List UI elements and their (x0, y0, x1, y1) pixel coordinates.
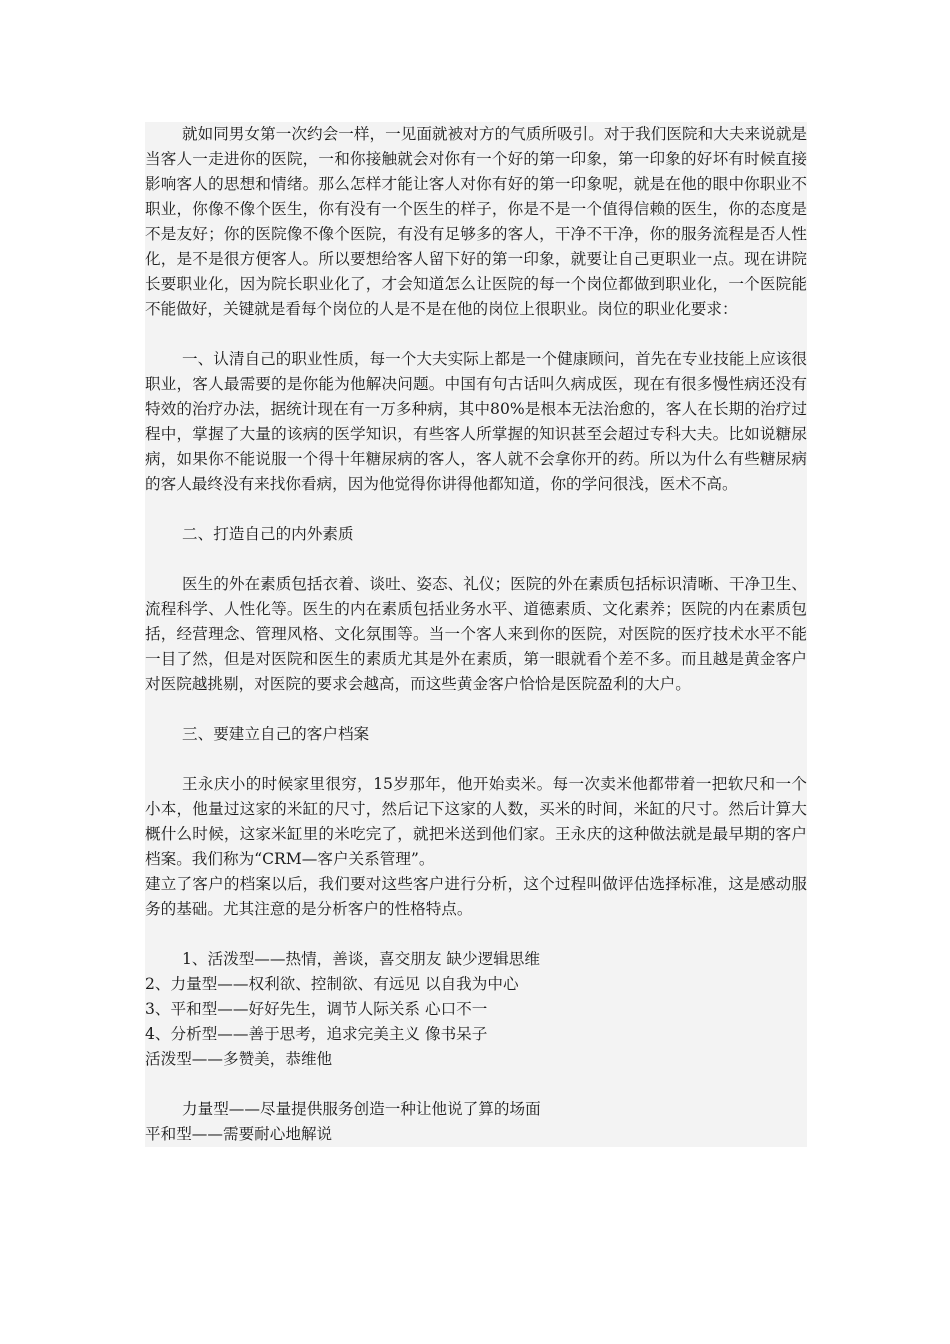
paragraph-spacer (145, 497, 807, 522)
approach-item: 平和型——需要耐心地解说 (145, 1125, 333, 1143)
personality-type-item: 3、平和型——好好先生，调节人际关系 心口不一 (145, 1000, 488, 1018)
paragraph-spacer (145, 747, 807, 772)
paragraph-spacer (145, 697, 807, 722)
personality-type-item: 4、分析型——善于思考，追求完美主义 像书呆子 (145, 1025, 488, 1043)
section-1-paragraph: 一、认清自己的职业性质，每一个大夫实际上都是一个健康顾问，首先在专业技能上应该很职业，客人最需要的是你能为他解决问题。中国有句古话叫久病成医，现在有很多慢性病还没有特效的治疗办法，据统计现在有一万多种病，其中80%是根本无法治愈的，客人在长期的治疗过程中，掌握了大量的该病的医学知识，有些客人所掌握的知识甚至会超过专科大夫。比如说糖尿病，如果你不能说服一个得十年糖尿病的客人，客人就不会拿你开的药。所以为什么有些糖尿病的客人最终没有来找你看病，因为他觉得你讲得他都知道，你的学问很浅，医术不高。 (145, 350, 807, 493)
section-2-paragraph: 医生的外在素质包括衣着、谈吐、姿态、礼仪；医院的外在素质包括标识清晰、干净卫生、流程科学、人性化等。医生的内在素质包括业务水平、道德素质、文化素养；医院的内在素质包括，经营理念、管理风格、文化氛围等。当一个客人来到你的医院，对医院的医疗技术水平不能一目了然，但是对医院和医生的素质尤其是外在素质，第一眼就看个差不多。而且越是黄金客户对医院越挑剔，对医院的要求会越高，而这些黄金客户恰恰是医院盈利的大户。 (145, 575, 807, 693)
document-body (145, 122, 807, 1147)
paragraph-spacer (145, 1072, 807, 1097)
intro-paragraph: 就如同男女第一次约会一样，一见面就被对方的气质所吸引。对于我们医院和大夫来说就是当客人一走进你的医院，一和你接触就会对你有一个好的第一印象，第一印象的好坏有时候直接影响客人的思想和情绪。那么怎样才能让客人对你有好的第一印象呢，就是在他的眼中你职业不职业，你像不像个医生，你有没有一个医生的样子，你是不是一个值得信赖的医生，你的态度是不是友好；你的医院像不像个医院，有没有足够多的客人，干净不干净，你的服务流程是否人性化，是不是很方便客人。所以要想给客人留下好的第一印象，就要让自己更职业一点。现在讲院长要职业化，因为院长职业化了，才会知道怎么让医院的每一个岗位都做到职业化，一个医院能不能做好，关键就是看每个岗位的人是不是在他的岗位上很职业。岗位的职业化要求： (145, 125, 807, 318)
paragraph-spacer (145, 547, 807, 572)
approach-item: 力量型——尽量提供服务创造一种让他说了算的场面 (182, 1100, 541, 1118)
paragraph-spacer (145, 322, 807, 347)
paragraph-spacer (145, 922, 807, 947)
personality-type-item: 2、力量型——权利欲、控制欲、有远见 以自我为中心 (145, 975, 519, 993)
section-3-followup-paragraph: 建立了客户的档案以后，我们要对这些客户进行分析，这个过程叫做评估选择标准，这是感动服务的基础。尤其注意的是分析客户的性格特点。 (145, 875, 807, 918)
approach-item: 活泼型——多赞美，恭维他 (145, 1050, 333, 1068)
section-3-paragraph: 王永庆小的时候家里很穷，15岁那年，他开始卖米。每一次卖米他都带着一把软尺和一个小本，他量过这家的米缸的尺寸，然后记下这家的人数，买米的时间，米缸的尺寸。然后计算大概什么时候，这家米缸里的米吃完了，就把米送到他们家。王永庆的这种做法就是最早期的客户档案。我们称为“CRM—客户关系管理”。 (145, 775, 807, 868)
section-3-heading: 三、要建立自己的客户档案 (182, 725, 370, 743)
section-2-heading: 二、打造自己的内外素质 (182, 525, 354, 543)
personality-type-item: 1、活泼型——热情，善谈，喜交朋友 缺少逻辑思维 (182, 950, 540, 968)
